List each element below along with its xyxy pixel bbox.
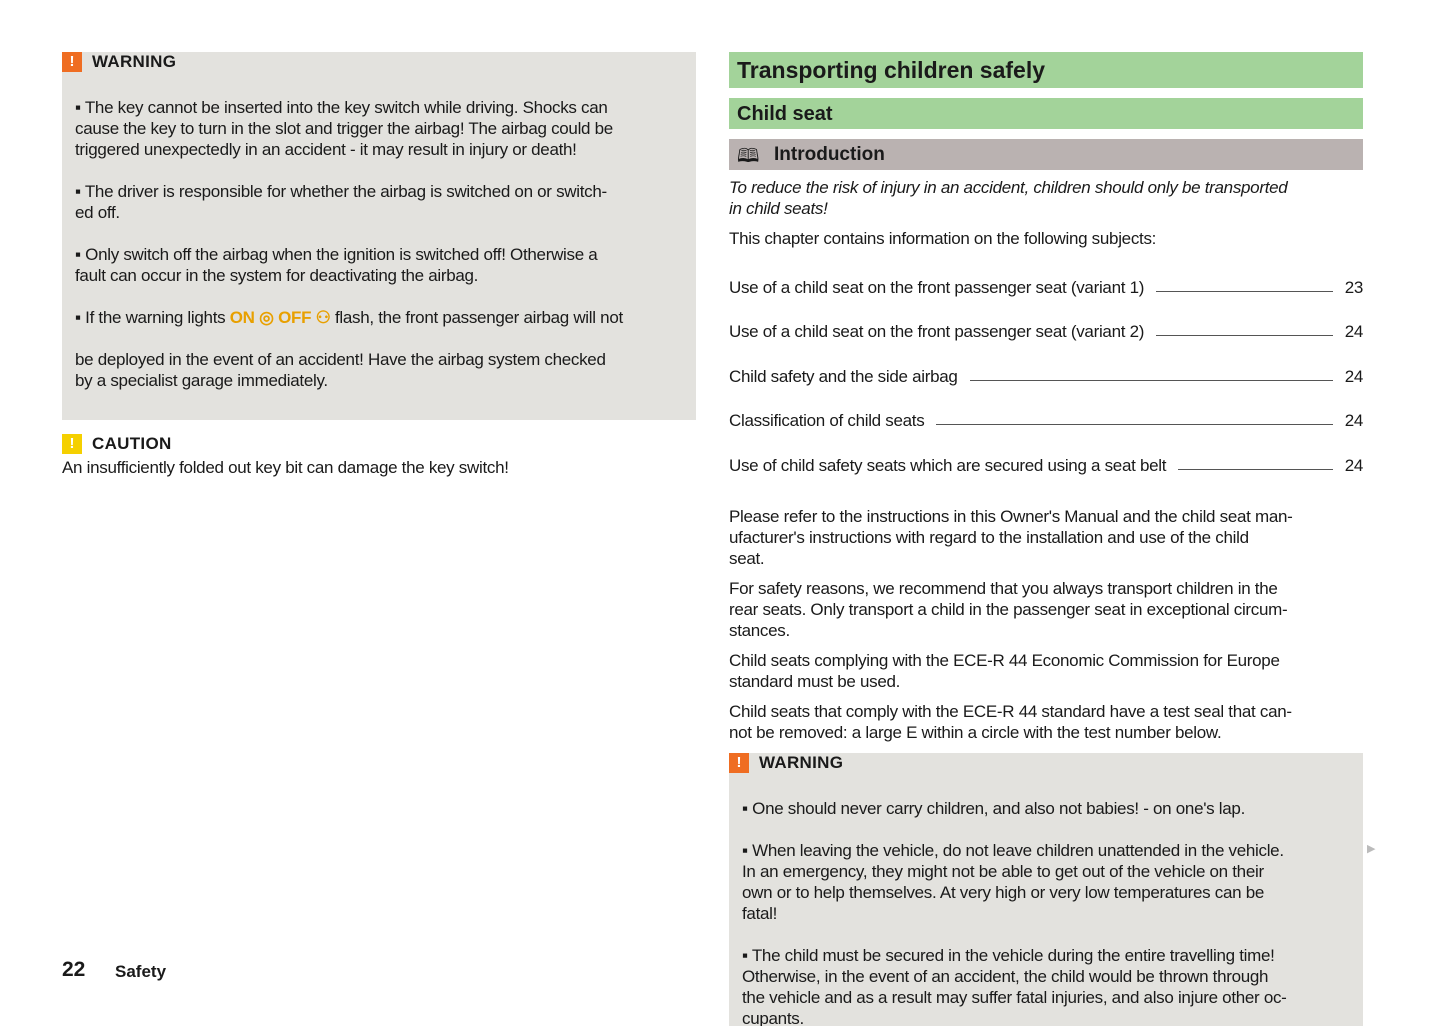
warning-title: WARNING	[92, 52, 177, 71]
warning-item: ▪ The key cannot be inserted into the key switch while driving. Shocks can cause the key to turn in the slot and trigger the airbag! The airbag could be triggered unexpectedly in an accident - it may result in injury or death!	[75, 98, 613, 159]
warning-item: ▪ When leaving the vehicle, do not leave children unattended in the vehicle. In an emergency, they might not be able to get out of the vehicle on their own or to help themselves. At very high or very low temperatures can be fatal!	[742, 840, 1284, 923]
toc-item[interactable]	[729, 408, 1363, 432]
subtitle: Child seat	[737, 103, 833, 125]
lead-text: To reduce the risk of injury in an accident, children should only be transported in child seats!	[729, 178, 1288, 218]
paragraph: Please refer to the instructions in this Owner's Manual and the child seat man- ufacturer's instructions with regard to the installation and use of the child seat.	[729, 506, 1293, 568]
warning-item: ▪ The driver is responsible for whether the airbag is switched on or switch- ed off.	[75, 182, 607, 222]
warning-item: ▪ The child must be secured in the vehicle during the entire travelling time! Otherwise, in the event of an accident, the child would be thrown through the vehicle and as a result may suffer fatal injuries, and also injure other oc- cupants.	[742, 945, 1287, 1026]
warning-box	[62, 52, 696, 420]
caution-title: CAUTION	[92, 434, 172, 453]
warning-header	[729, 753, 1363, 773]
caution-icon: !	[62, 434, 82, 454]
passenger-airbag-icon: ⚇	[315, 308, 331, 327]
toc-item[interactable]	[729, 452, 1363, 476]
toc-page[interactable]: 23	[1344, 277, 1363, 297]
on-light-icon: ON	[229, 308, 255, 327]
toc-item[interactable]	[729, 274, 1363, 298]
toc-list	[729, 253, 1363, 497]
paragraph: For safety reasons, we recommend that you always transport children in the rear seats. Only transport a child in the passenger seat in exceptional circum- stances.	[729, 578, 1288, 640]
section-title: Introduction	[774, 144, 885, 165]
chapter-title: Transporting children safely	[737, 57, 1046, 83]
toc-page[interactable]: 24	[1344, 411, 1363, 430]
right-column	[729, 52, 1363, 1026]
off-light-icon: OFF	[278, 308, 312, 327]
warning-item: ▪ Only switch off the airbag when the ignition is switched off! Otherwise a fault can occur in the system for deactivating the airbag.	[75, 245, 598, 285]
toc-item[interactable]	[729, 363, 1363, 387]
warning-item: be deployed in the event of an accident! Have the airbag system checked by a specialist garage immediately.	[75, 350, 606, 390]
section-bar	[729, 139, 1363, 170]
toc-label[interactable]: Use of a child seat on the front passenger seat (variant 1)	[729, 277, 1145, 297]
warning-title: WARNING	[759, 752, 844, 772]
warning-header	[62, 52, 696, 72]
child-warning-box	[729, 753, 1363, 1026]
paragraph: Child seats that comply with the ECE-R 44 standard have a test seal that can- not be removed: a large E within a circle with the test number below.	[729, 701, 1292, 742]
text: flash, the front passenger airbag will not	[330, 308, 623, 327]
warning-item: ▪ One should never carry children, and also not babies! - on one's lap.	[742, 798, 1246, 818]
toc-item[interactable]	[729, 319, 1363, 343]
exclamation-icon: !	[729, 753, 749, 773]
toc-page[interactable]: 24	[1344, 322, 1363, 341]
continue-arrow-icon: ▶	[1367, 843, 1376, 855]
footer-section: Safety	[115, 962, 167, 981]
subtitle-bar	[729, 98, 1363, 129]
text: ▪ If the warning lights	[75, 308, 230, 327]
toc-label[interactable]: Classification of child seats	[729, 411, 925, 430]
page-number: 22	[62, 958, 86, 981]
warning-item	[75, 307, 688, 328]
toc-label[interactable]: Use of child safety seats which are secured using a seat belt	[729, 455, 1167, 475]
warning-body	[729, 773, 1363, 1026]
toc-page[interactable]: 24	[1344, 455, 1363, 475]
airbag-light-icon: ◎	[259, 308, 274, 327]
exclamation-icon: !	[62, 52, 82, 72]
chapter-title-bar	[729, 52, 1363, 88]
left-column	[62, 52, 696, 478]
warning-body	[62, 72, 696, 412]
paragraph: Child seats complying with the ECE-R 44 Economic Commission for Europe standard must be used.	[729, 650, 1280, 691]
toc-intro: This chapter contains information on the following subjects:	[729, 229, 1157, 248]
toc-label[interactable]: Child safety and the side airbag	[729, 366, 958, 386]
caution-text: An insufficiently folded out key bit can damage the key switch!	[62, 458, 509, 477]
book-icon: 🕮	[737, 146, 760, 167]
toc-label[interactable]: Use of a child seat on the front passenger seat (variant 2)	[729, 322, 1145, 341]
toc-page[interactable]: 24	[1344, 366, 1363, 386]
caution-header	[62, 434, 696, 454]
